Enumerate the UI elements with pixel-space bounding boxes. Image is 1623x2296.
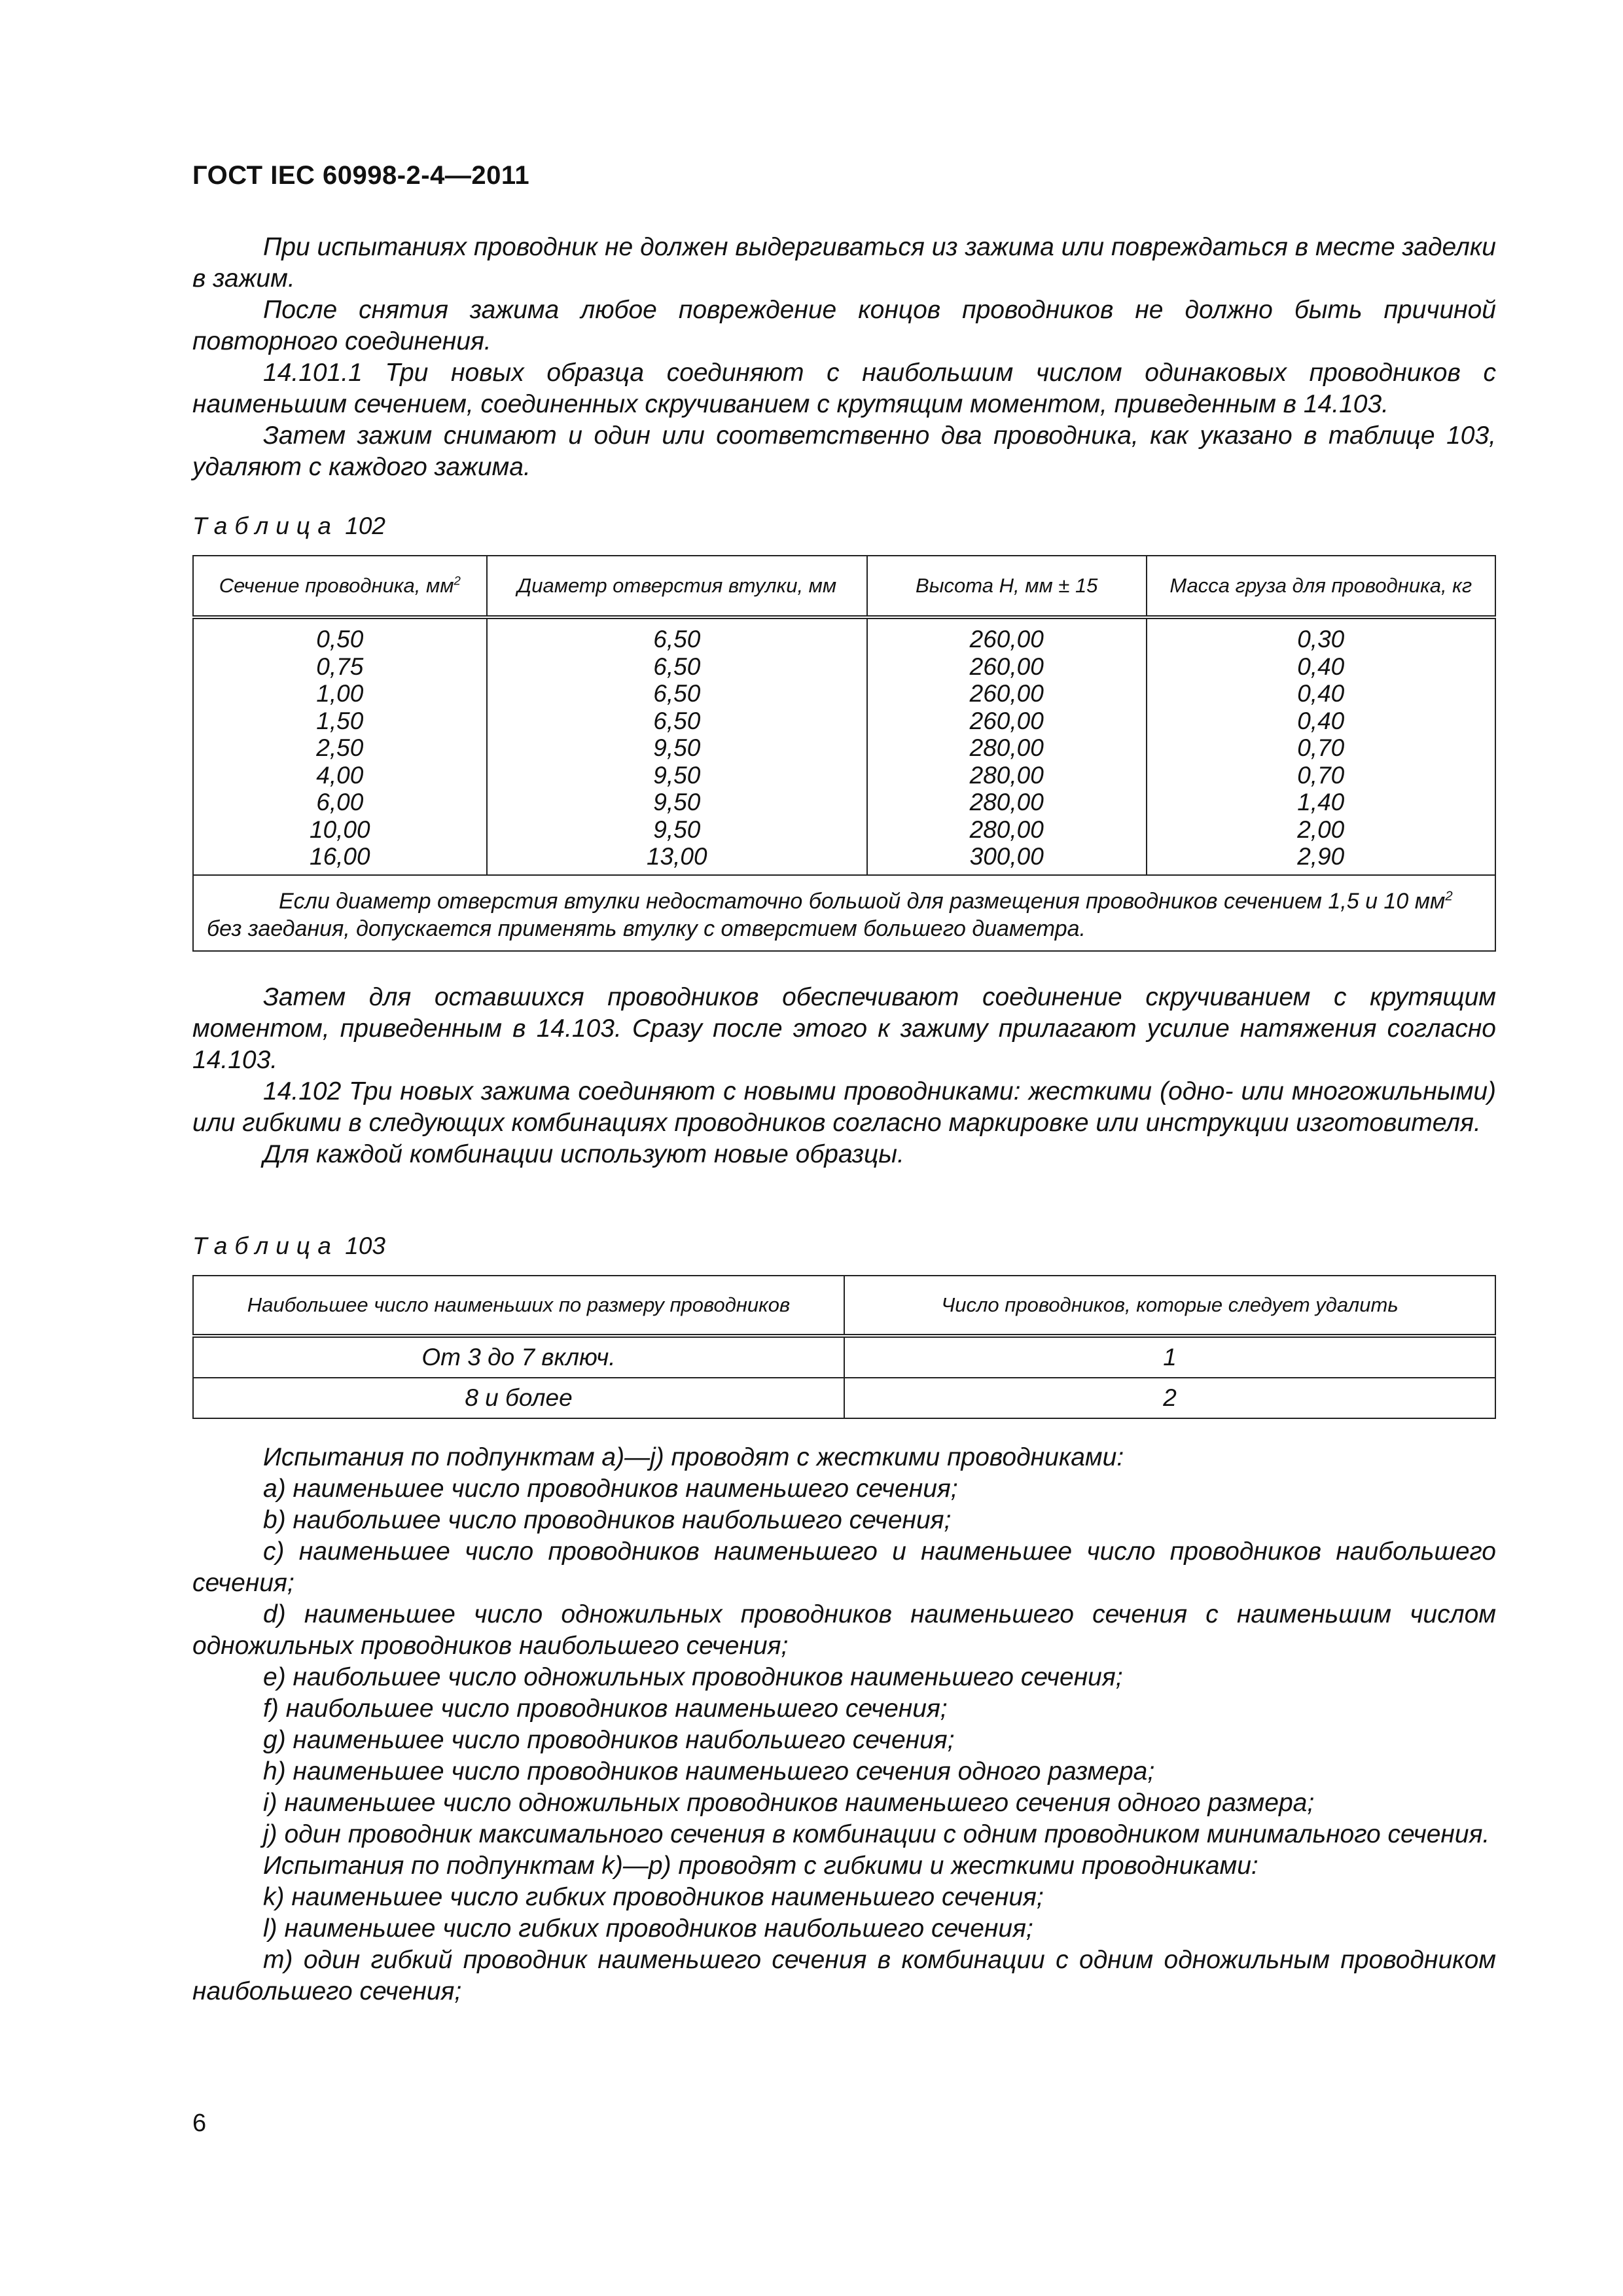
table-cell-mass: 0,30 (1297, 626, 1345, 653)
table-cell-mass: 2,00 (1297, 816, 1345, 843)
table-cell-diameter: 9,50 (653, 816, 701, 843)
table-cell-diameter: 9,50 (653, 789, 701, 816)
table-cell-section: 16,00 (310, 843, 370, 870)
header-min-count: Наибольшее число наименьших по размеру проводников (193, 1276, 844, 1336)
paragraph: При испытаниях проводник не должен выдергиваться из зажима или повреждаться в месте заделки в зажим. (192, 233, 1496, 293)
list-item: i) наименьшее число одножильных проводников наименьшего сечения одного размера; (263, 1789, 1315, 1817)
table-cell-diameter: 6,50 (653, 707, 701, 734)
column-diameter (487, 617, 867, 875)
table-header-row (193, 556, 1495, 617)
table-cell-section: 1,00 (316, 680, 364, 707)
table-cell-mass: 0,70 (1297, 761, 1345, 789)
list-item: j) один проводник максимального сечения в комбинации с одним проводником минимального сечения. (263, 1820, 1490, 1848)
table-cell-height: 280,00 (969, 761, 1044, 789)
paragraph: Для каждой комбинации используют новые образцы. (263, 1140, 904, 1168)
list-item: d) наименьшее число одножильных проводников наименьшего сечения с наименьшим числом одножильных проводников наибольшего сечения; (192, 1600, 1496, 1660)
table-cell-section: 0,75 (316, 653, 364, 680)
table-102 (192, 555, 1496, 952)
table-cell-mass: 0,40 (1297, 653, 1345, 680)
list-item: g) наименьшее число проводников наибольшего сечения; (263, 1726, 955, 1754)
page-number: 6 (192, 2109, 207, 2137)
column-mass (1147, 617, 1496, 875)
table-cell-height: 260,00 (969, 707, 1044, 734)
table-cell-mass: 2,90 (1297, 843, 1345, 870)
table-caption-word: Таблица (192, 1232, 338, 1259)
table-cell-diameter: 13,00 (646, 843, 707, 870)
cell: 2 (844, 1378, 1495, 1418)
table-data-row (193, 617, 1495, 875)
table-header-row (193, 1276, 1495, 1336)
table-cell-diameter: 6,50 (653, 653, 701, 680)
table-caption-number: 102 (345, 512, 385, 539)
table-note-row (193, 875, 1495, 951)
list-item: l) наименьшее число гибких проводников наибольшего сечения; (263, 1914, 1033, 1943)
table-caption-word: Таблица (192, 512, 338, 539)
cell: От 3 до 7 включ. (193, 1336, 844, 1378)
paragraph: После снятия зажима любое повреждение концов проводников не должно быть причиной повторного соединения. (192, 296, 1496, 355)
table-note: Если диаметр отверстия втулки недостаточно большой для размещения проводников сечением 1,5 и 10 $мм^2$ без заедания, допускается применять втулку с отверстием большего диаметра. (193, 875, 1495, 951)
paragraph: 14.102 Три новых зажима соединяют с новыми проводниками: жесткими (одно- или многожильными) или гибкими в следующих комбинациях проводников согласно маркировке или инструкции изготовителя. (192, 1077, 1496, 1137)
table-cell-section: 0,50 (316, 626, 364, 653)
column-height (867, 617, 1147, 875)
table-cell-diameter: 9,50 (653, 734, 701, 761)
table-cell-section: 2,50 (316, 734, 364, 761)
header-diameter: Диаметр отверстия втулки, мм (487, 556, 867, 617)
header-height: Высота Н, мм ± 15 (867, 556, 1147, 617)
list-item: k) наименьшее число гибких проводников наименьшего сечения; (263, 1883, 1044, 1911)
table-cell-section: 10,00 (310, 816, 370, 843)
table-cell-mass: 1,40 (1297, 789, 1345, 816)
table-caption-number: 103 (345, 1232, 385, 1259)
table-cell-height: 260,00 (969, 653, 1044, 680)
list-item: e) наибольшее число одножильных проводников наименьшего сечения; (263, 1663, 1123, 1691)
paragraph: 14.101.1 Три новых образца соединяют с наибольшим числом одинаковых проводников с наименьшим сечением, соединенных скручиванием с крутящим моментом, приведенным в 14.103. (192, 359, 1496, 418)
table-103-caption (192, 1232, 385, 1260)
middle-text (192, 982, 1496, 1170)
table-cell-mass: 0,40 (1297, 707, 1345, 734)
header-remove-count: Число проводников, которые следует удалить (844, 1276, 1495, 1336)
header-section: Сечение проводника, $мм^2$ (193, 556, 487, 617)
column-section (193, 617, 487, 875)
list-item: h) наименьшее число проводников наименьшего сечения одного размера; (263, 1757, 1155, 1785)
header-mass: Масса груза для проводника, кг (1147, 556, 1496, 617)
paragraph: Затем для оставшихся проводников обеспечивают соединение скручиванием с крутящим моментом, приведенным в 14.103. Сразу после этого к зажиму прилагают усилие натяжения согласно 14.103. (192, 983, 1496, 1074)
table-102-caption (192, 512, 385, 540)
cell: 8 и более (193, 1378, 844, 1418)
intro-text (192, 232, 1496, 483)
table-cell-diameter: 9,50 (653, 761, 701, 789)
list-item: c) наименьшее число проводников наименьшего и наименьшее число проводников наибольшего сечения; (192, 1537, 1496, 1597)
list-item: m) один гибкий проводник наименьшего сечения в комбинации с одним одножильным проводником наибольшего сечения; (192, 1946, 1496, 2005)
table-cell-height: 280,00 (969, 789, 1044, 816)
list-item: a) наименьшее число проводников наименьшего сечения; (263, 1475, 958, 1503)
table-103 (192, 1275, 1496, 1419)
table-row (193, 1336, 1495, 1378)
paragraph: Испытания по подпунктам k)—p) проводят с гибкими и жесткими проводниками: (263, 1852, 1258, 1880)
table-cell-height: 260,00 (969, 626, 1044, 653)
table-cell-section: 6,00 (316, 789, 364, 816)
document-header: ГОСТ IEC 60998-2-4—2011 (192, 161, 530, 190)
cell: 1 (844, 1336, 1495, 1378)
table-cell-section: 1,50 (316, 707, 364, 734)
table-cell-height: 280,00 (969, 734, 1044, 761)
paragraph: Затем зажим снимают и один или соответственно два проводника, как указано в таблице 103, удаляют с каждого зажима. (192, 422, 1496, 481)
list-item: b) наибольшее число проводников наибольшего сечения; (263, 1506, 952, 1534)
table-cell-height: 280,00 (969, 816, 1044, 843)
table-row (193, 1378, 1495, 1418)
table-cell-diameter: 6,50 (653, 680, 701, 707)
table-cell-mass: 0,70 (1297, 734, 1345, 761)
table-cell-diameter: 6,50 (653, 626, 701, 653)
table-cell-section: 4,00 (316, 761, 364, 789)
list-text (192, 1442, 1496, 2007)
list-item: f) наибольшее число проводников наименьшего сечения; (263, 1695, 948, 1723)
table-cell-mass: 0,40 (1297, 680, 1345, 707)
table-cell-height: 300,00 (969, 843, 1044, 870)
paragraph: Испытания по подпунктам a)—j) проводят с жесткими проводниками: (263, 1443, 1124, 1471)
table-cell-height: 260,00 (969, 680, 1044, 707)
